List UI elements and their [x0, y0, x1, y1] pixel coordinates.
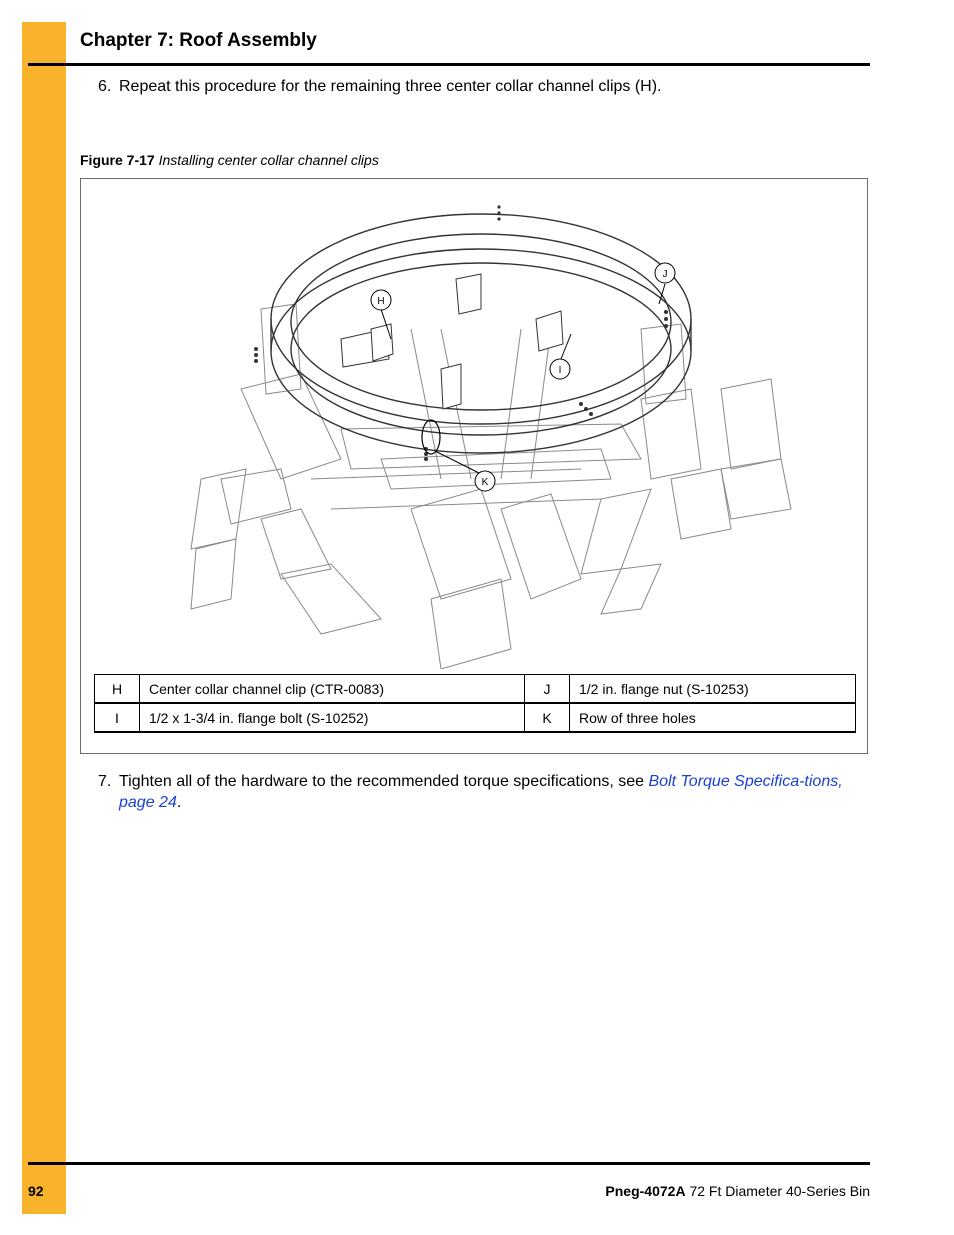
step-number: 7.	[98, 773, 112, 790]
step-text-before: Tighten all of the hardware to the recommended torque specifications, see	[119, 773, 649, 790]
parts-legend-table	[94, 674, 856, 733]
step-text: Repeat this procedure for the remaining three center collar channel clips (H).	[119, 78, 662, 95]
figure-box	[80, 178, 868, 754]
legend-key: J	[525, 675, 570, 704]
table-row	[95, 675, 856, 704]
callout-label-K: K	[481, 477, 489, 488]
step-7	[98, 771, 858, 813]
bolt-torque-link[interactable]: Bolt Torque Specifica-tions, page 24	[119, 773, 843, 811]
header-rule	[28, 63, 870, 66]
page-number: 92	[28, 1183, 44, 1199]
callout-label-J: J	[662, 269, 668, 280]
figure-caption	[80, 152, 379, 168]
legend-key: K	[525, 703, 570, 732]
footer-rule	[28, 1162, 870, 1165]
step-text-after: .	[176, 794, 182, 811]
figure-title: Installing center collar channel clips	[158, 152, 379, 168]
legend-description: Row of three holes	[570, 703, 856, 732]
step-6	[98, 76, 858, 97]
callout-label-H: H	[377, 296, 385, 307]
legend-key: I	[95, 703, 140, 732]
chapter-title: Chapter 7: Roof Assembly	[80, 30, 317, 51]
step-text	[119, 771, 858, 813]
document-code: Pneg-4072A	[605, 1183, 686, 1199]
figure-label: Figure 7-17	[80, 152, 155, 168]
chapter-tab-bar	[22, 22, 66, 1214]
legend-description: 1/2 in. flange nut (S-10253)	[570, 675, 856, 704]
legend-key: H	[95, 675, 140, 704]
step-number: 6.	[98, 78, 112, 95]
callout-label-I: I	[558, 365, 562, 376]
legend-description: 1/2 x 1-3/4 in. flange bolt (S-10252)	[140, 703, 525, 732]
assembly-drawing	[81, 179, 867, 669]
table-row	[95, 703, 856, 732]
document-title: 72 Ft Diameter 40-Series Bin	[689, 1183, 870, 1199]
document-info	[605, 1183, 870, 1199]
legend-description: Center collar channel clip (CTR-0083)	[140, 675, 525, 704]
